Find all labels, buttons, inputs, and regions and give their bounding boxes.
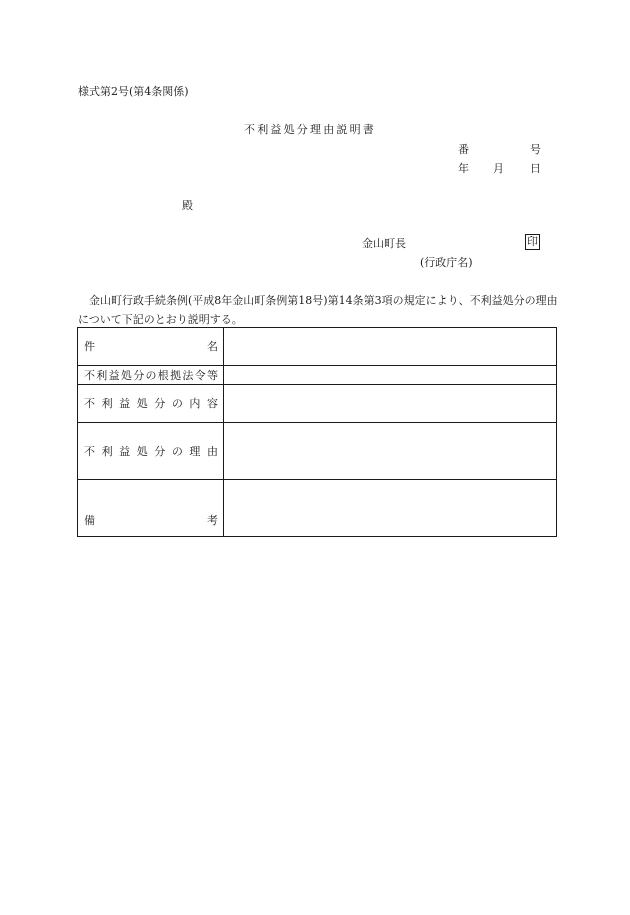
label-char: 処 <box>120 368 132 382</box>
label-char: 利 <box>101 397 113 410</box>
issuer-name: 金山町長 <box>362 237 406 250</box>
label-char: の <box>171 397 183 410</box>
remarks-label <box>78 480 224 537</box>
legal-basis-value[interactable] <box>224 366 557 385</box>
label-char: 考 <box>207 513 218 527</box>
remarks-value[interactable] <box>224 480 557 537</box>
document-title: 不利益処分理由説明書 <box>244 123 376 136</box>
label-char: 法 <box>182 368 194 382</box>
case-name-value[interactable] <box>224 328 557 366</box>
label-char: 分 <box>154 397 166 410</box>
issuer-note: (行政庁名) <box>420 256 473 269</box>
label-char: 分 <box>154 444 166 458</box>
seal-mark: 印 <box>527 235 538 248</box>
disposition-content-value[interactable] <box>224 385 557 423</box>
label-char: 分 <box>133 368 145 382</box>
label-char: 処 <box>136 444 148 458</box>
label-char: 理 <box>189 444 201 458</box>
addressee-honorific: 殿 <box>182 199 193 212</box>
label-char: 内 <box>189 397 201 410</box>
label-char: 等 <box>206 368 218 382</box>
table-row-legal-basis <box>78 366 557 385</box>
label-char: 名 <box>207 340 218 353</box>
label-char: 由 <box>206 444 218 458</box>
label-char: 不 <box>84 397 95 410</box>
disposition-info-table <box>77 327 557 537</box>
table-row-remarks <box>78 480 557 537</box>
table-row-disposition-reason <box>78 423 557 480</box>
date-year-label: 年 <box>458 162 469 175</box>
label-char: の <box>145 368 157 382</box>
label-char: の <box>171 444 183 458</box>
label-char: 根 <box>157 368 169 382</box>
label-char: 益 <box>119 444 131 458</box>
label-char: 備 <box>84 513 95 527</box>
label-char: 益 <box>108 368 120 382</box>
disposition-reason-label <box>78 423 224 480</box>
document-number-suffix: 号 <box>530 143 541 156</box>
label-char: 益 <box>119 397 131 410</box>
label-char: 処 <box>136 397 148 410</box>
label-char: 拠 <box>170 368 182 382</box>
label-char: 利 <box>101 444 113 458</box>
table-row-disposition-content <box>78 385 557 423</box>
table-row-case-name <box>78 328 557 366</box>
label-char: 不 <box>84 368 95 382</box>
document-number-label: 番 <box>458 143 469 156</box>
form-number-label: 様式第2号(第4条関係) <box>78 85 189 98</box>
disposition-reason-value[interactable] <box>224 423 557 480</box>
date-day-label: 日 <box>530 162 541 175</box>
date-month-label: 月 <box>493 162 504 175</box>
legal-basis-label <box>78 366 224 385</box>
label-char: 令 <box>194 368 206 382</box>
label-char: 利 <box>96 368 108 382</box>
label-char: 不 <box>84 444 95 458</box>
case-name-label <box>78 328 224 366</box>
label-char: 容 <box>206 397 218 410</box>
label-char: 件 <box>84 340 95 353</box>
intro-paragraph: 金山町行政手続条例(平成8年金山町条例第18号)第14条第3項の規定により、不利益処分の理由について下記のとおり説明する。 <box>78 294 558 326</box>
disposition-content-label <box>78 385 224 423</box>
